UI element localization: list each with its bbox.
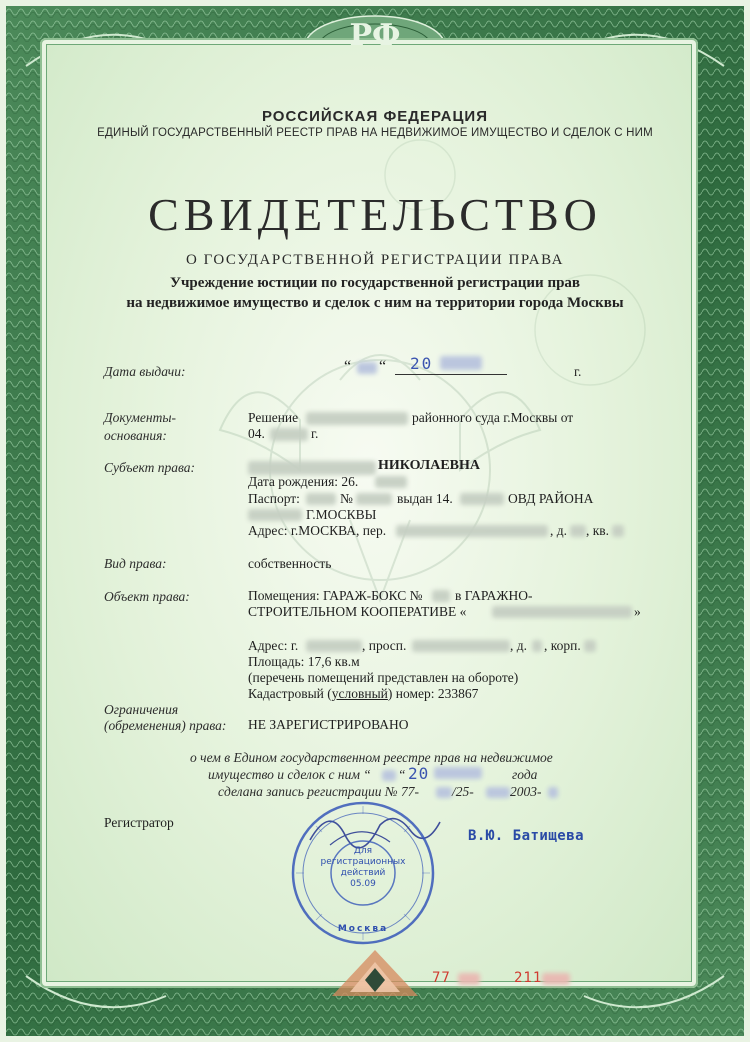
right-type-value: собственность (248, 556, 332, 571)
seal-line-1: Для (353, 846, 373, 856)
issue-date-quote-close: “ (379, 358, 387, 375)
subject-label: Субъект права: (104, 460, 195, 475)
record-line-2a: имущество и сделок с ним “ (208, 767, 371, 782)
object-note: (перечень помещений представлен на обороте) (248, 670, 519, 685)
redacted-record-c (548, 787, 558, 798)
record-line-2b: “ (398, 767, 406, 782)
record-line-1: о чем в Едином государственном реестре прав на недвижимое (190, 750, 553, 765)
documents-line2: 04. (248, 426, 265, 441)
object-line1-a: Помещения: ГАРАЖ-БОКС № (248, 588, 423, 603)
object-address-c: , д. (510, 638, 527, 653)
redacted-house (570, 525, 586, 537)
subject-passport-a: Паспорт: (248, 491, 300, 506)
registrar-label: Регистратор (104, 815, 174, 830)
subject-passport-c: ОВД РАЙОНА (508, 491, 594, 506)
bottom-rosette (330, 948, 420, 998)
institution-line-1: Учреждение юстиции по государственной регистрации прав (169, 275, 581, 291)
object-cadastral: Кадастровый (условный) номер: 233867 (248, 686, 479, 701)
redacted-coop (492, 606, 632, 618)
subject-address-c: , кв. (586, 523, 610, 538)
documents-label-2: основания: (104, 428, 167, 443)
redacted-passport-date (460, 493, 504, 505)
document-subtitle: О ГОСУДАРСТВЕННОЙ РЕГИСТРАЦИИ ПРАВА (186, 252, 564, 268)
object-address-d: , корп. (544, 638, 581, 653)
redacted-year (440, 356, 482, 370)
redacted-court (306, 412, 408, 425)
redacted-birth (375, 476, 407, 488)
record-line-3b: /25- (452, 784, 474, 799)
seal-bottom-text: Москва (337, 924, 389, 934)
redacted-avenue (412, 640, 510, 652)
country-heading: РОССИЙСКАЯ ФЕДЕРАЦИЯ (261, 108, 488, 125)
redacted-record-day (382, 770, 396, 781)
right-type-label: Вид права: (104, 556, 167, 571)
serial-prefix: 77 (432, 970, 451, 986)
redacted-name (248, 461, 376, 475)
documents-line1-b: районного суда г.Москвы от (412, 410, 574, 425)
redacted-doc-date (270, 428, 308, 441)
object-area: Площадь: 17,6 кв.м (248, 654, 360, 669)
registrar-signature-stamp: В.Ю. Батищева (468, 828, 585, 844)
documents-line2-end: г. (311, 426, 319, 441)
issue-date-year-suffix: г. (574, 364, 582, 379)
subject-name: НИКОЛАЕВНА (378, 458, 480, 473)
serial-number: 211 (514, 970, 543, 986)
record-line-3c: 2003- (510, 784, 542, 799)
object-line1-b: в ГАРАЖНО- (455, 588, 533, 603)
redacted-street (396, 525, 548, 537)
registry-heading: ЕДИНЫЙ ГОСУДАРСТВЕННЫЙ РЕЕСТР ПРАВ НА НЕДВИЖИМОЕ ИМУЩЕСТВО И СДЕЛОК С НИМ (97, 127, 653, 139)
redacted-record-a (436, 787, 452, 798)
record-line-3a: сделана запись регистрации № 77- (218, 784, 420, 799)
redacted-record-b (486, 787, 510, 798)
issue-date-quote-open: “ (344, 358, 352, 375)
redacted-record-year (434, 767, 482, 779)
subject-address-a: Адрес: г.МОСКВА, пер. (248, 523, 387, 538)
documents-line1-a: Решение (248, 410, 299, 425)
redacted-passport-series (306, 493, 336, 505)
subject-passport-no: № (340, 491, 353, 506)
official-seal (288, 798, 438, 948)
restrictions-value: НЕ ЗАРЕГИСТРИРОВАНО (248, 717, 409, 732)
object-address-a: Адрес: г. (248, 638, 299, 653)
redacted-city (306, 640, 362, 652)
subject-passport-d: Г.МОСКВЫ (306, 507, 377, 522)
redacted-day (357, 362, 377, 374)
subject-birth: Дата рождения: 26. (248, 474, 359, 489)
restrictions-label-1: Ограничения (104, 702, 179, 717)
redacted-box (432, 590, 450, 602)
redacted-district (248, 509, 302, 521)
redacted-serial-end (542, 973, 570, 985)
record-year: 20 (408, 764, 430, 783)
seal-line-4: 05.09 (350, 879, 376, 889)
seal-line-3: действий (340, 868, 386, 878)
object-line2-a: СТРОИТЕЛЬНОМ КООПЕРАТИВЕ « (248, 604, 467, 619)
object-address-b: , просп. (362, 638, 407, 653)
object-line2-b: » (634, 604, 641, 619)
seal-line-2: регистрационных (320, 857, 406, 867)
redacted-building (532, 640, 542, 652)
issue-date-underline (395, 374, 507, 375)
seal-center-text (288, 846, 438, 890)
redacted-block (584, 640, 596, 652)
subject-address-b: , д. (550, 523, 567, 538)
subject-passport-b: выдан 14. (397, 491, 453, 506)
restrictions-label-2: (обременения) права: (104, 718, 227, 733)
redacted-serial-mid (458, 973, 480, 985)
record-line-2c: года (512, 767, 538, 782)
redacted-flat (612, 525, 624, 537)
emblem-letters: РФ (349, 18, 401, 53)
object-label: Объект права: (104, 589, 190, 604)
redacted-passport-number (356, 493, 392, 505)
institution-line-2: на недвижимое имущество и сделок с ним на территории города Москвы (126, 295, 624, 311)
document-title: СВИДЕТЕЛЬСТВО (148, 189, 602, 240)
issue-date-label: Дата выдачи: (104, 364, 186, 379)
documents-label-1: Документы- (104, 410, 177, 425)
issue-date-year: 20 (410, 354, 434, 373)
